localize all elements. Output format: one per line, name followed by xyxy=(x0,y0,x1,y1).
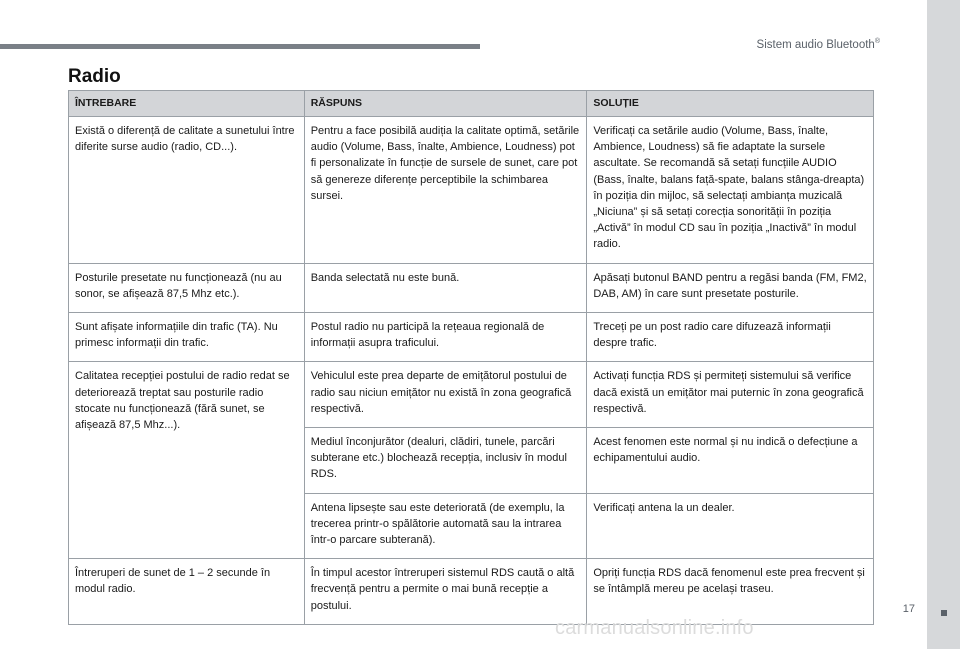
solution-cell: Apăsați butonul BAND pentru a regăsi banda (FM, FM2, DAB, AM) în care sunt presetate posturile. xyxy=(587,263,874,312)
solution-cell: Verificați antena la un dealer. xyxy=(587,493,874,559)
question-cell: Calitatea recepției postului de radio redat se deteriorează treptat sau posturile radio stocate nu funcționează (fără sunet, se afișează 87,5 Mhz...). xyxy=(69,362,305,559)
table-row xyxy=(69,559,874,625)
question-cell: Întreruperi de sunet de 1 – 2 secunde în modul radio. xyxy=(69,559,305,625)
header-rule xyxy=(0,44,480,49)
answer-cell: Mediul înconjurător (dealuri, clădiri, tunele, parcări subterane etc.) blochează recepția, inclusiv în modul RDS. xyxy=(304,428,587,494)
table-row xyxy=(69,313,874,362)
solution-cell: Acest fenomen este normal și nu indică o defecțiune a echipamentului audio. xyxy=(587,428,874,494)
solution-cell: Activați funcția RDS și permiteți sistemului să verifice dacă există un emițător mai puternic în zona geografică respectivă. xyxy=(587,362,874,428)
column-header-solution: SOLUȚIE xyxy=(587,91,874,117)
question-cell: Există o diferență de calitate a sunetului între diferite surse audio (radio, CD...). xyxy=(69,117,305,264)
page-title: Radio xyxy=(68,66,121,87)
faq-table xyxy=(68,90,874,625)
section-header: Sistem audio Bluetooth® xyxy=(756,38,880,51)
table-row xyxy=(69,362,874,428)
answer-cell: Pentru a face posibilă audiția la calitate optimă, setările audio (Volume, Bass, înalte, Ambience, Loudness) pot fi personalizate în funcție de sursele de sunet, care pot să genereze diferențe perceptibile la schimbarea sursei. xyxy=(304,117,587,264)
answer-cell: Vehiculul este prea departe de emițătorul postului de radio sau niciun emițător nu există în zona geografică respectivă. xyxy=(304,362,587,428)
column-header-answer: RĂSPUNS xyxy=(304,91,587,117)
watermark: carmanualsonline.info xyxy=(555,617,754,639)
question-cell: Sunt afișate informațiile din trafic (TA). Nu primesc informații din trafic. xyxy=(69,313,305,362)
answer-cell: Antena lipsește sau este deteriorată (de exemplu, la trecerea printr-o spălătorie automată sau la intrarea într-o parcare subterană). xyxy=(304,493,587,559)
solution-cell: Opriți funcția RDS dacă fenomenul este prea frecvent și se întâmplă mereu pe același traseu. xyxy=(587,559,874,625)
trademark-symbol: ® xyxy=(874,38,880,45)
column-header-question: ÎNTREBARE xyxy=(69,91,305,117)
table-header-row xyxy=(69,91,874,117)
solution-cell: Treceți pe un post radio care difuzează informații despre trafic. xyxy=(587,313,874,362)
page-number: 17 xyxy=(902,603,915,615)
answer-cell: În timpul acestor întreruperi sistemul RDS caută o altă frecvență pentru a permite o mai bună recepție a postului. xyxy=(304,559,587,625)
table-row xyxy=(69,117,874,264)
solution-cell: Verificați ca setările audio (Volume, Bass, înalte, Ambience, Loudness) să fie adaptate la sursele ascultate. Se recomandă să setați funcțiile AUDIO (Bass, înalte, balans față-spate, balans stânga-dreapta) în poziția din mijloc, să selectați ambianța muzicală „Niciuna” și să setați corecția sonorității în poziția „Activă” în modul CD sau în poziția „Inactivă” în modul radio. xyxy=(587,117,874,264)
question-cell: Posturile presetate nu funcționează (nu au sonor, se afișează 87,5 Mhz etc.). xyxy=(69,263,305,312)
answer-cell: Postul radio nu participă la rețeaua regională de informații asupra traficului. xyxy=(304,313,587,362)
answer-cell: Banda selectată nu este bună. xyxy=(304,263,587,312)
page-edge-strip xyxy=(927,0,960,649)
table-row xyxy=(69,263,874,312)
page-marker-icon xyxy=(941,610,947,616)
